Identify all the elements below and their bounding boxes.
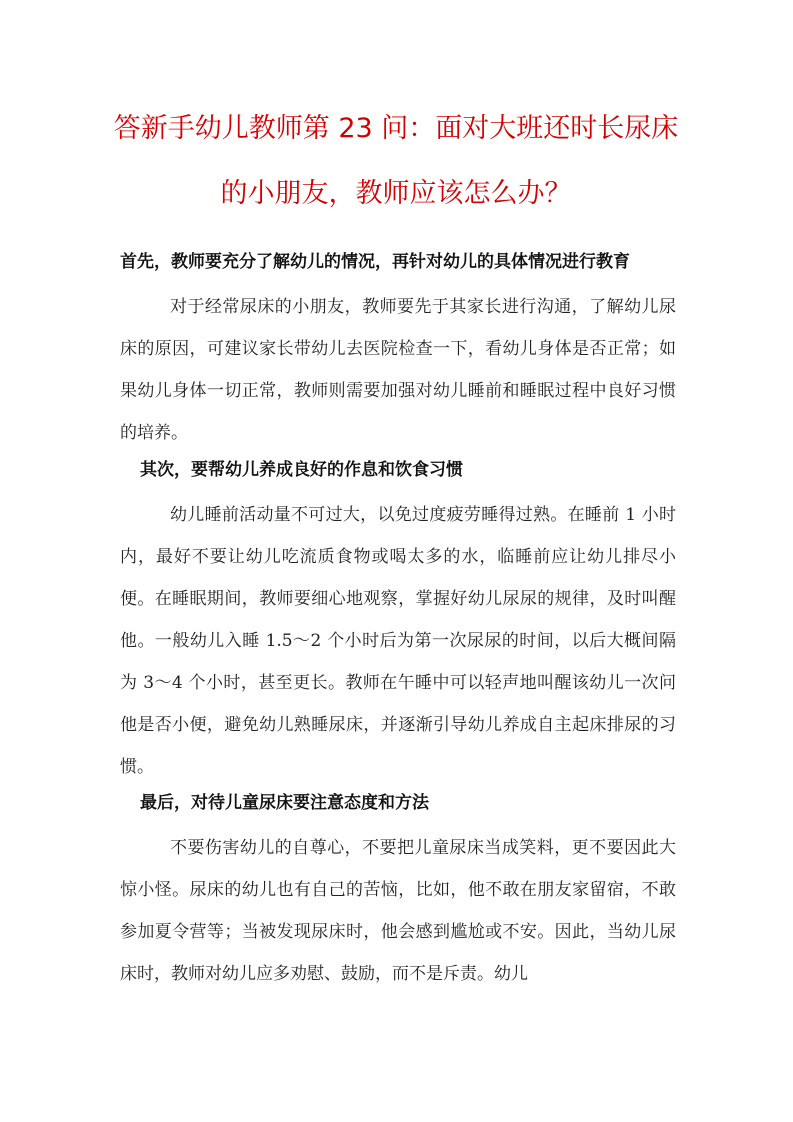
section-body-first: 对于经常尿床的小朋友，教师要先于其家长进行沟通，了解幼儿尿床的原因，可建议家长带幼儿去医院检查一下，看幼儿身体是否正常；如果幼儿身体一切正常，教师则需要加强对幼儿睡前和睡眠过程中良好习惯的培养。: [120, 297, 676, 443]
document-title-line-1: 答新手幼儿教师第 23 问：面对大班还时长尿床: [113, 113, 679, 144]
section-heading-third: 最后，对待儿童尿床要注意态度和方法: [140, 793, 429, 813]
section-body-third: 不要伤害幼儿的自尊心，不要把儿童尿床当成笑料，更不要因此大惊小怪。尿床的幼儿也有自己的苦恼，比如，他不敢在朋友家留宿，不敢参加夏令营等；当被发现尿床时，他会感到尴尬或不安。因此，当幼儿尿床时，教师对幼儿应多劝慰、鼓励，而不是斥责。幼儿: [120, 838, 676, 984]
section-body-second: 幼儿睡前活动量不可过大，以免过度疲劳睡得过熟。在睡前 1 小时内，最好不要让幼儿吃流质食物或喝太多的水，临睡前应让幼儿排尽小便。在睡眠期间，教师要细心地观察，掌握好幼儿尿尿的规律，及时叫醒他。一般幼儿入睡 1.5～2 个小时后为第一次尿尿的时间，以后大概间隔为 3～4 个小时，甚至更长。教师在午睡中可以轻声地叫醒该幼儿一次问他是否小便，避免幼儿熟睡尿床，并逐渐引导幼儿养成自主起床排尿的习惯。: [120, 505, 676, 777]
section-heading-first: 首先，教师要充分了解幼儿的情况，再针对幼儿的具体情况进行教育: [120, 252, 630, 272]
section-heading-second: 其次，要帮幼儿养成良好的作息和饮食习惯: [140, 460, 463, 480]
document-title-line-2: 的小朋友，教师应该怎么办？: [220, 178, 572, 209]
